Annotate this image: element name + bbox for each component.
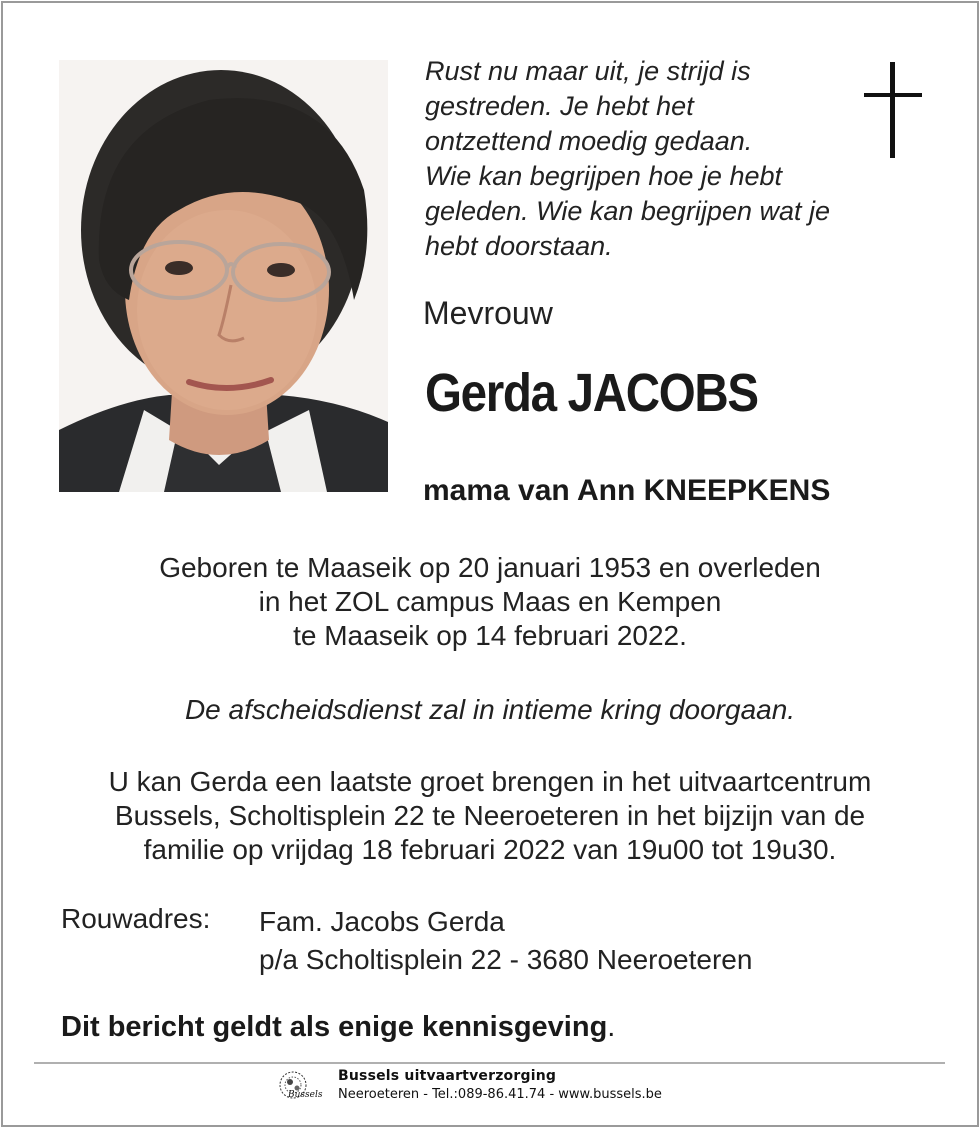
poem-line: Wie kan begrijpen hoe je hebt — [425, 161, 782, 191]
birth-death-info — [0, 551, 980, 653]
footer-divider — [34, 1062, 945, 1064]
address-label: Rouwadres: — [61, 903, 211, 934]
address-line: p/a Scholtisplein 22 - 3680 Neeroeteren — [259, 944, 753, 975]
logo-text: Bussels — [288, 1090, 323, 1100]
salutation: Mevrouw — [423, 295, 553, 331]
poem-line: ontzettend moedig gedaan. — [425, 126, 753, 156]
company-logo-icon — [276, 1070, 330, 1104]
notice — [61, 1011, 615, 1044]
address — [259, 903, 752, 979]
notice-text: Dit bericht geldt als enige kennisgeving — [61, 1011, 608, 1043]
poem-line: hebt doorstaan. — [425, 231, 613, 261]
poem — [425, 54, 865, 264]
notice-punctuation: . — [607, 1011, 616, 1043]
company-name: Bussels uitvaartverzorging — [338, 1068, 557, 1084]
visitation-line: U kan Gerda een laatste groet brengen in het uitvaartcentrum — [108, 766, 872, 797]
poem-line: geleden. Wie kan begrijpen wat je — [425, 196, 831, 226]
company-contact: Neeroeteren - Tel.:089-86.41.74 - www.bussels.be — [338, 1087, 662, 1102]
poem-line: gestreden. Je hebt het — [425, 91, 694, 121]
birth-death-line: te Maaseik op 14 februari 2022. — [293, 620, 687, 651]
birth-death-line: in het ZOL campus Maas en Kempen — [258, 586, 722, 617]
deceased-name: Gerda JACOBS — [425, 363, 758, 423]
birth-death-line: Geboren te Maaseik op 20 januari 1953 en overleden — [159, 552, 821, 583]
visitation-info — [0, 765, 980, 867]
visitation-line: Bussels, Scholtisplein 22 te Neeroeteren in het bijzijn van de — [114, 800, 866, 831]
cross-icon — [864, 62, 922, 160]
visitation-line: familie op vrijdag 18 februari 2022 van 19u00 tot 19u30. — [143, 834, 837, 865]
poem-line: Rust nu maar uit, je strijd is — [425, 56, 751, 86]
address-line: Fam. Jacobs Gerda — [259, 906, 505, 937]
ceremony-note: De afscheidsdienst zal in intieme kring doorgaan. — [184, 694, 796, 725]
portrait-photo — [59, 60, 388, 492]
relation: mama van Ann KNEEPKENS — [423, 474, 831, 507]
